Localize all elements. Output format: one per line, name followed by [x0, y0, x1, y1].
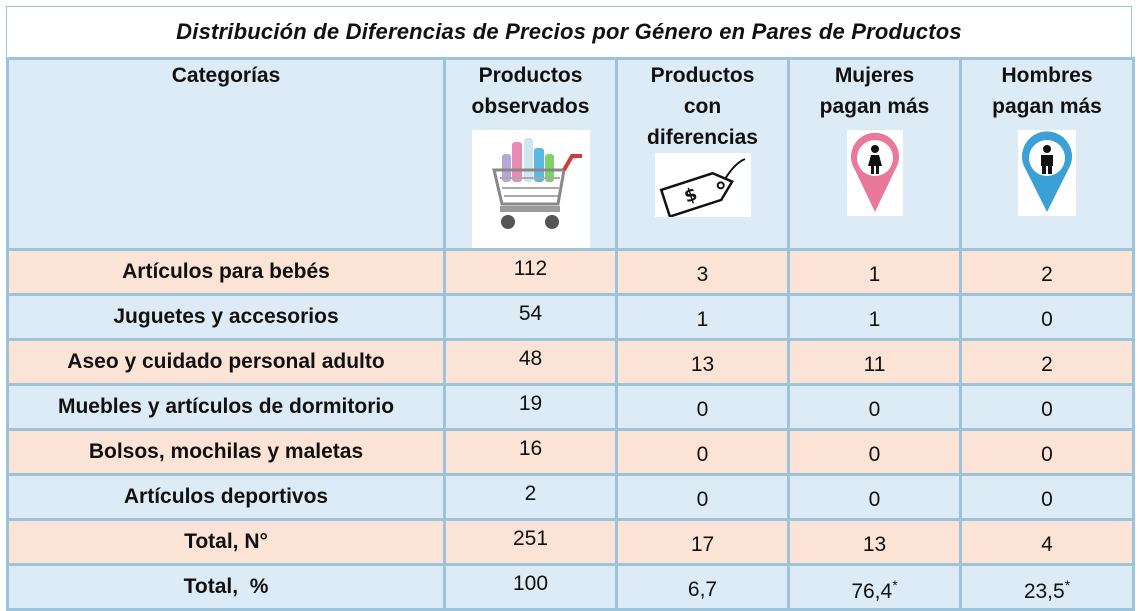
cell-observados: 48 — [445, 340, 617, 385]
footnote-mark: * — [1064, 576, 1071, 593]
footnote-mark: * — [892, 576, 898, 593]
cell-observados: 251 — [445, 520, 617, 565]
cell-mujeres: 13 — [789, 520, 961, 565]
header-categorias: Categorías — [8, 59, 445, 250]
header-row — [8, 59, 1134, 250]
cell-observados: 16 — [445, 430, 617, 475]
table-row — [8, 250, 1134, 295]
cell-diferencias: 1 — [617, 295, 789, 340]
cell-mujeres: 1 — [789, 295, 961, 340]
shopping-cart-icon — [472, 130, 590, 248]
table-row — [8, 475, 1134, 520]
male-map-pin-icon — [1018, 130, 1076, 216]
cell-mujeres: 1 — [789, 250, 961, 295]
header-hombres: Hombres pagan más — [961, 59, 1134, 250]
row-category: Total, % — [8, 565, 445, 610]
table-row — [8, 430, 1134, 475]
svg-text:$: $ — [681, 183, 700, 208]
header-observados: Productos observados — [445, 59, 617, 250]
cell-diferencias: 0 — [617, 430, 789, 475]
cell-hombres: 0 — [961, 385, 1134, 430]
cell-observados: 2 — [445, 475, 617, 520]
header-diferencias: Productos con diferencias $ — [617, 59, 789, 250]
row-category: Juguetes y accesorios — [8, 295, 445, 340]
cell-mujeres: 0 — [789, 385, 961, 430]
cell-hombres: 0 — [961, 475, 1134, 520]
cell-diferencias: 6,7 — [617, 565, 789, 610]
cell-diferencias: 13 — [617, 340, 789, 385]
row-category: Bolsos, mochilas y maletas — [8, 430, 445, 475]
cell-hombres: 4 — [961, 520, 1134, 565]
total-percent-row — [8, 565, 1134, 610]
table-row — [8, 385, 1134, 430]
row-category: Artículos deportivos — [8, 475, 445, 520]
cell-observados: 112 — [445, 250, 617, 295]
row-category: Aseo y cuidado personal adulto — [8, 340, 445, 385]
cell-mujeres: 0 — [789, 475, 961, 520]
cell-diferencias: 0 — [617, 475, 789, 520]
cell-diferencias: 3 — [617, 250, 789, 295]
table-title: Distribución de Diferencias de Precios por Género en Pares de Productos — [6, 6, 1132, 57]
cell-hombres: 0 — [961, 430, 1134, 475]
cell-hombres: 2 — [961, 340, 1134, 385]
table-row — [8, 340, 1134, 385]
total-count-row — [8, 520, 1134, 565]
table-row — [8, 295, 1134, 340]
cell-mujeres: 76,4* — [789, 565, 961, 610]
cell-diferencias: 0 — [617, 385, 789, 430]
header-mujeres: Mujeres pagan más — [789, 59, 961, 250]
cell-observados: 19 — [445, 385, 617, 430]
cell-hombres: 0 — [961, 295, 1134, 340]
cell-mujeres: 0 — [789, 430, 961, 475]
cell-mujeres: 11 — [789, 340, 961, 385]
cell-hombres: 23,5* — [961, 565, 1134, 610]
female-map-pin-icon — [847, 130, 903, 216]
row-category: Total, N° — [8, 520, 445, 565]
row-category: Artículos para bebés — [8, 250, 445, 295]
cell-diferencias: 17 — [617, 520, 789, 565]
row-category: Muebles y artículos de dormitorio — [8, 385, 445, 430]
cell-observados: 54 — [445, 295, 617, 340]
cell-hombres: 2 — [961, 250, 1134, 295]
cell-observados: 100 — [445, 565, 617, 610]
price-tag-icon — [655, 153, 751, 217]
price-difference-table — [6, 57, 1135, 611]
